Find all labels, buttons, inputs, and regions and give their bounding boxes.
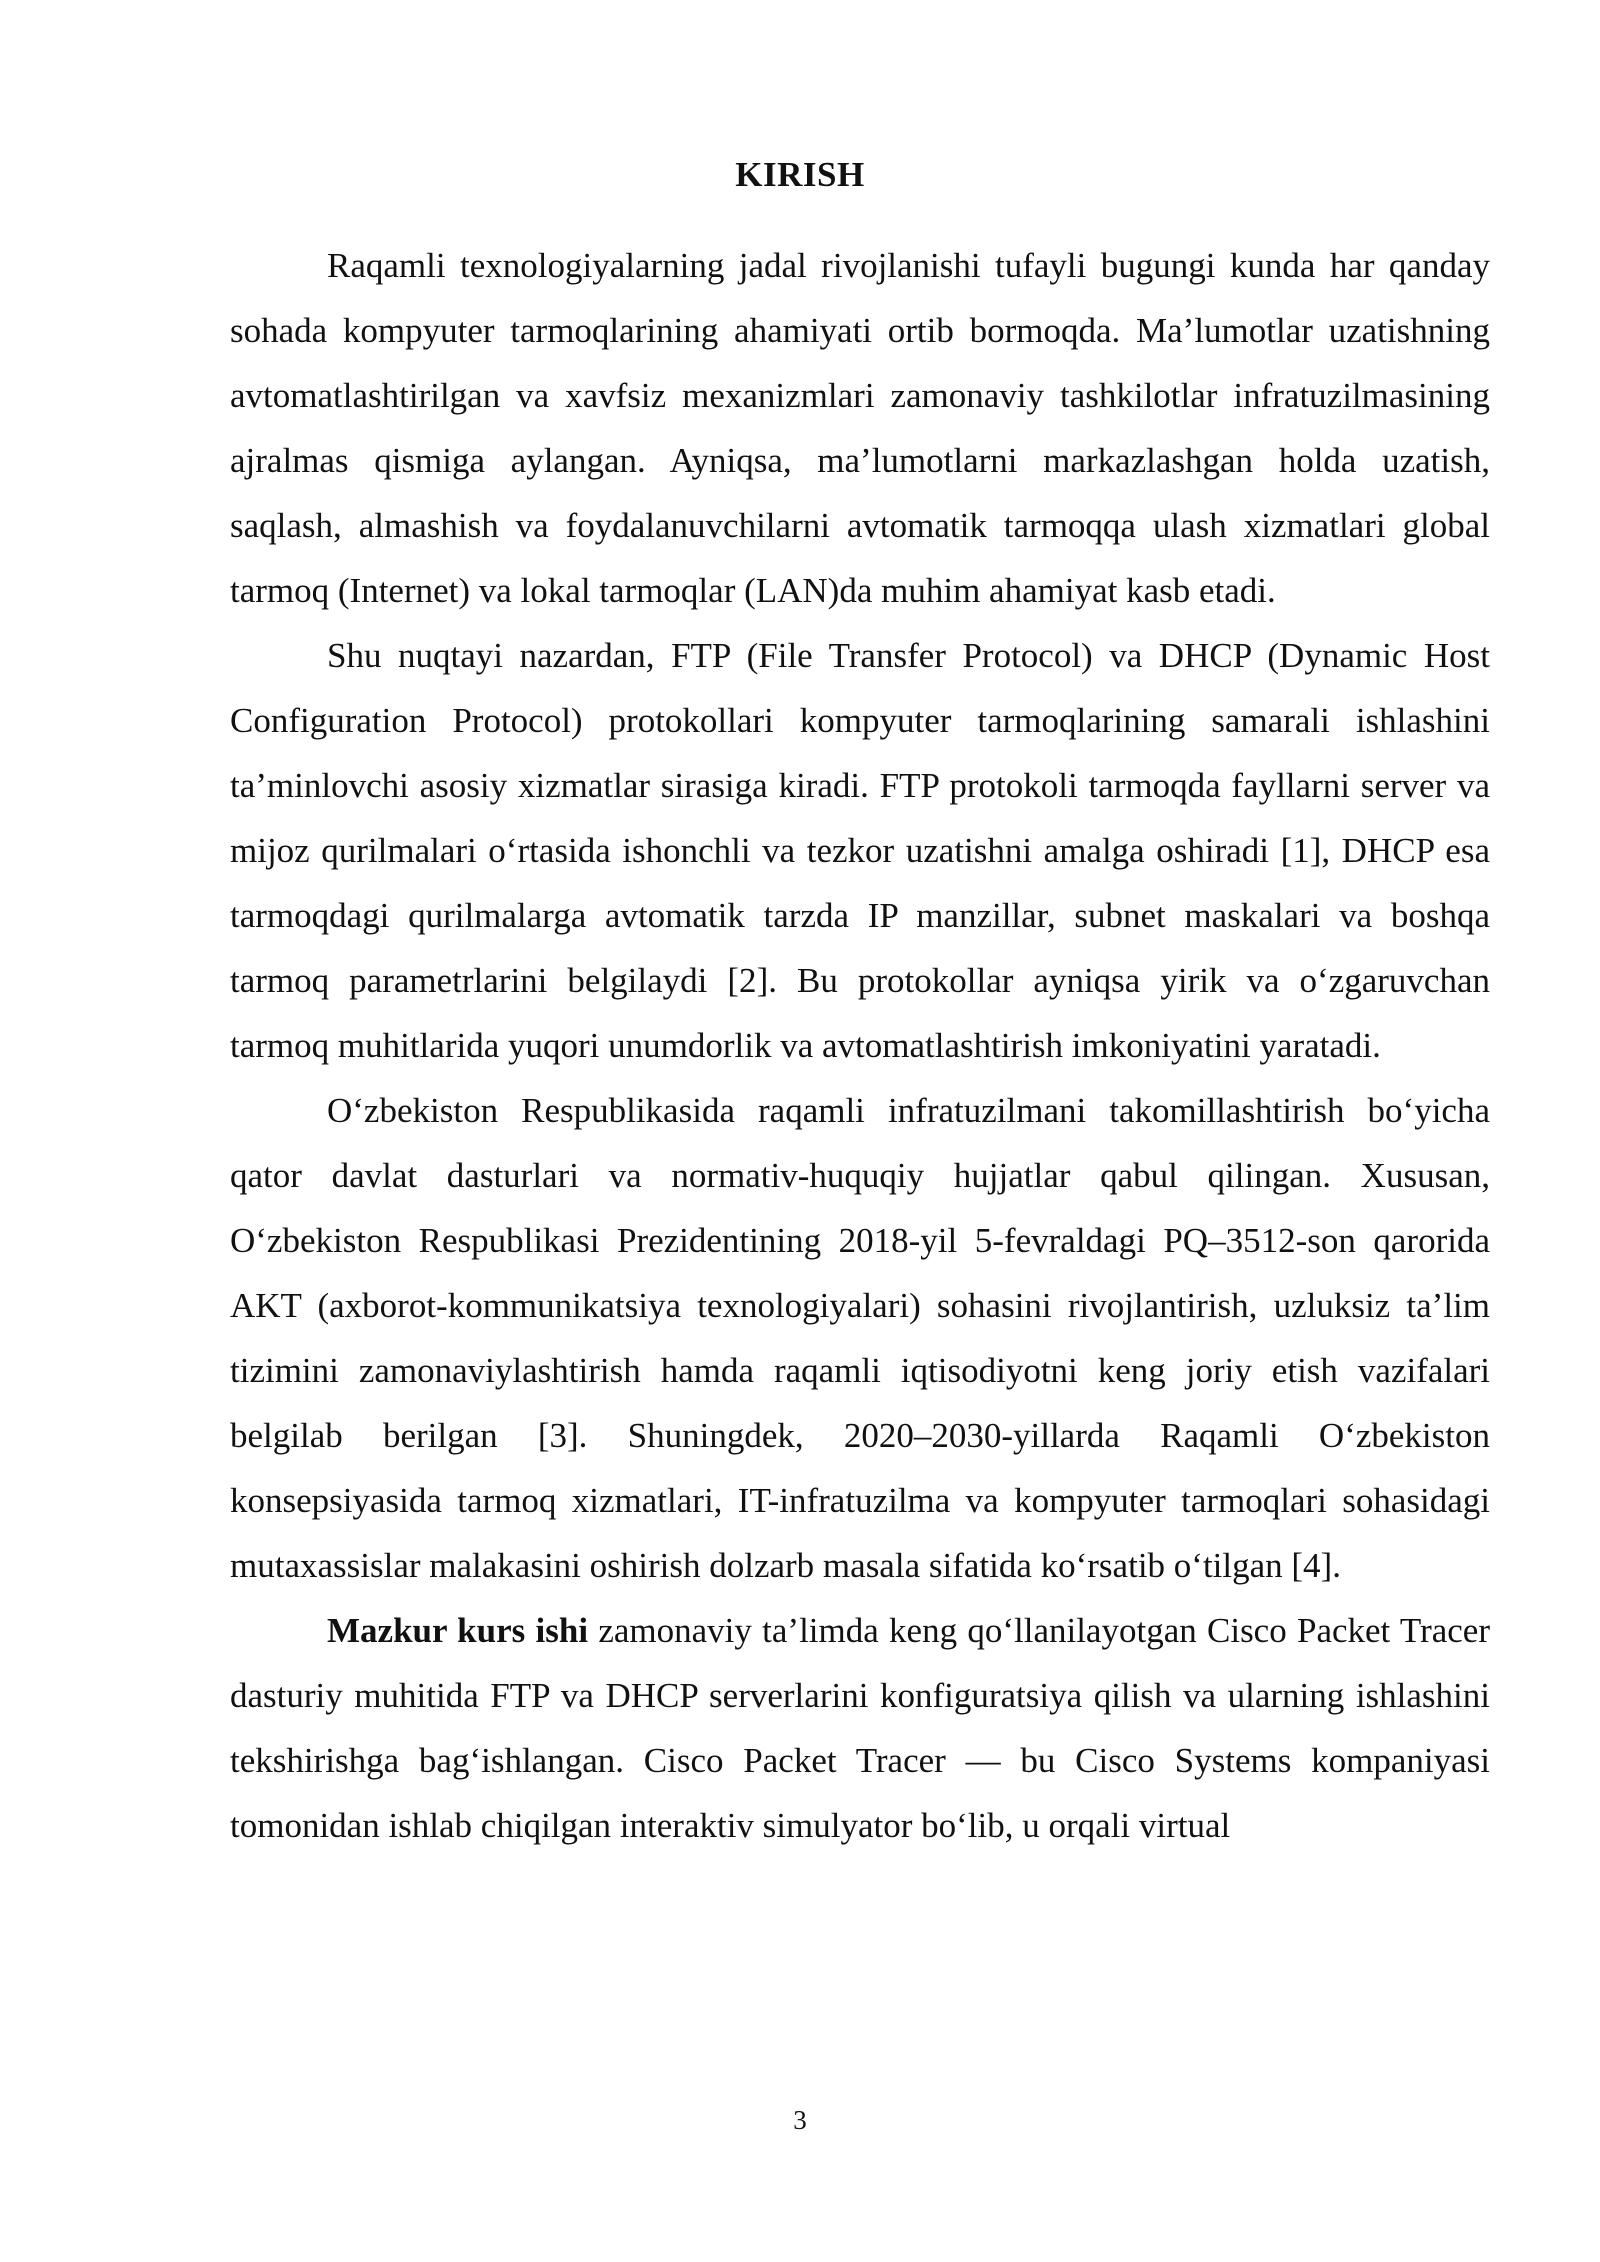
paragraph-4-bold-lead: Mazkur kurs ishi (327, 1611, 589, 1650)
paragraph-3: O‘zbekiston Respublikasida raqamli infratuzilmani takomillashtirish bo‘yicha qator davlat dasturlari va normativ-huquqiy hujjatlar qabul qilingan. Xususan, O‘zbekiston Respublikasi Prezidentining 2018-yil 5-fevraldagi PQ–3512-son qarorida AKT (axborot-kommunikatsiya texnologiyalari) sohasini rivojlantirish, uzluksiz ta’lim tizimini zamonaviylashtirish hamda raqamli iqtisodiyotni keng joriy etish vazifalari belgilab berilgan [3]. Shuningdek, 2020–2030-yillarda Raqamli O‘zbekiston konsepsiyasida tarmoq xizmatlari, IT-infratuzilma va kompyuter tarmoqlari sohasidagi mutaxassislar malakasini oshirish dolzarb masala sifatida ko‘rsatib o‘tilgan [4]. (230, 1091, 1490, 1585)
paragraph-4 (230, 1598, 1490, 1858)
paragraph-2: Shu nuqtayi nazardan, FTP (File Transfer Protocol) va DHCP (Dynamic Host Configuration Protocol) protokollari kompyuter tarmoqlarining samarali ishlashini ta’minlovchi asosiy xizmatlar sirasiga kiradi. FTP protokoli tarmoqda fayllarni server va mijoz qurilmalari o‘rtasida ishonchli va tezkor uzatishni amalga oshiradi [1], DHCP esa tarmoqdagi qurilmalarga avtomatik tarzda IP manzillar, subnet maskalari va boshqa tarmoq parametrlarini belgilaydi [2]. Bu protokollar ayniqsa yirik va o‘zgaruvchan tarmoq muhitlarida yuqori unumdorlik va avtomatlashtirish imkoniyatini yaratadi. (230, 636, 1490, 1065)
paragraph-4-text: zamonaviy ta’limda keng qo‘llanilayotgan Cisco Packet Tracer dasturiy muhitida FTP va DHCP serverlarini konfiguratsiya qilish va ularning ishlashini tekshirishga bag‘ishlangan. Cisco Packet Tracer — bu Cisco Systems kompaniyasi tomonidan ishlab chiqilgan interaktiv simulyator bo‘lib, u orqali virtual (230, 1611, 1490, 1845)
paragraph-1: Raqamli texnologiyalarning jadal rivojlanishi tufayli bugungi kunda har qanday sohada kompyuter tarmoqlarining ahamiyati ortib bormoqda. Ma’lumotlar uzatishning avtomatlashtirilgan va xavfsiz mexanizmlari zamonaviy tashkilotlar infratuzilmasining ajralmas qismiga aylangan. Ayniqsa, ma’lumotlarni markazlashgan holda uzatish, saqlash, almashish va foydalanuvchilarni avtomatik tarmoqqa ulash xizmatlari global tarmoq (Internet) va lokal tarmoqlar (LAN)da muhim ahamiyat kasb etadi. (230, 246, 1490, 610)
page-title: KIRISH (735, 155, 865, 194)
body-text (230, 233, 1490, 1858)
page-number: 3 (793, 2105, 807, 2135)
